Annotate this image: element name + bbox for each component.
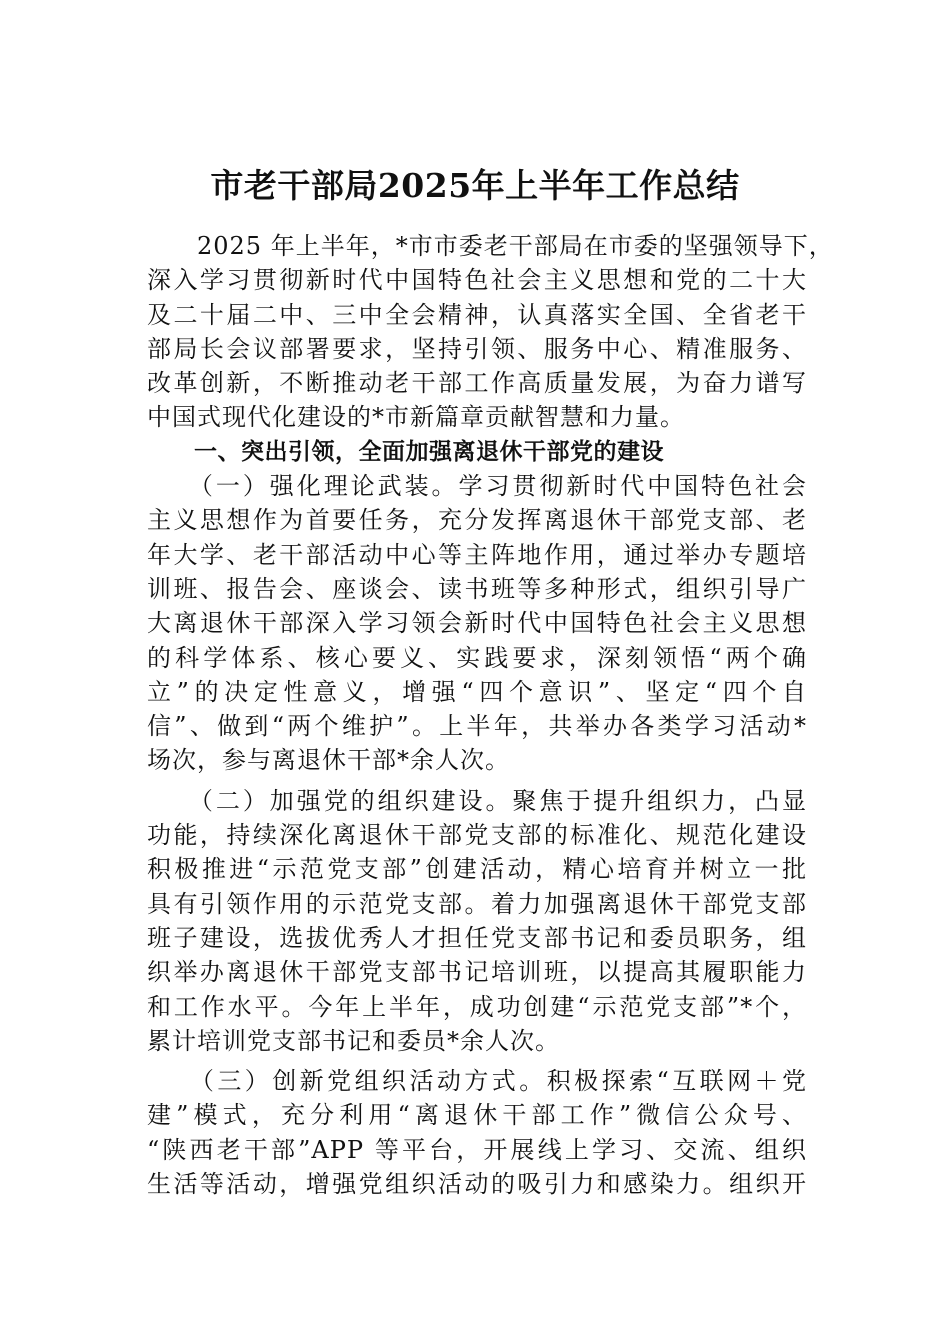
paragraph-line: 场次，参与离退休干部*余人次。 — [147, 746, 510, 775]
document-body — [147, 229, 834, 1201]
paragraph-line: 累计培训党支部书记和委员*余人次。 — [147, 1026, 560, 1055]
paragraph-line: 和工作水平。今年上半年，成功创建“示范党支部”*个， — [147, 992, 807, 1021]
paragraph-line: 中国式现代化建设的*市新篇章贡献智慧和力量。 — [147, 403, 685, 432]
document-title: 市老干部局2025年上半年工作总结 — [210, 166, 740, 205]
paragraph-line: （三）创新党组织活动方式。积极探索“互联网＋党 — [147, 1067, 807, 1096]
paragraph-line: 深入学习贯彻新时代中国特色社会主义思想和党的二十大 — [147, 266, 807, 295]
paragraph-line: 主义思想作为首要任务，充分发挥离退休干部党支部、老 — [147, 506, 807, 535]
paragraph-line: 具有引领作用的示范党支部。着力加强离退休干部党支部 — [147, 889, 807, 918]
paragraph-line: 生活等活动，增强党组织活动的吸引力和感染力。组织开 — [147, 1170, 807, 1199]
paragraph-line: 织举办离退休干部党支部书记培训班，以提高其履职能力 — [147, 958, 807, 987]
paragraph-line: 训班、报告会、座谈会、读书班等多种形式，组织引导广 — [147, 574, 807, 603]
paragraph-line: 改革创新，不断推动老干部工作高质量发展，为奋力谱写 — [147, 369, 807, 398]
paragraph-line: 积极推进“示范党支部”创建活动，精心培育并树立一批 — [147, 855, 807, 884]
paragraph-line: 立”的决定性意义，增强“四个意识”、坚定“四个自 — [147, 677, 807, 706]
paragraph-line: 班子建设，选拔优秀人才担任党支部书记和委员职务，组 — [147, 923, 807, 952]
paragraph-line: 及二十届二中、三中全会精神，认真落实全国、全省老干 — [147, 300, 807, 329]
paragraph-line: “陕西老干部”APP 等平台，开展线上学习、交流、组织 — [147, 1135, 807, 1164]
paragraph-line: 年大学、老干部活动中心等主阵地作用，通过举办专题培 — [147, 540, 807, 569]
paragraph-line: （二）加强党的组织建设。聚焦于提升组织力，凸显 — [147, 786, 807, 815]
paragraph-line: 2025 年上半年，*市市委老干部局在市委的坚强领导下， — [147, 232, 834, 260]
paragraph-line: （一）强化理论武装。学习贯彻新时代中国特色社会 — [147, 472, 807, 501]
paragraph-line: 信”、做到“两个维护”。上半年，共举办各类学习活动* — [147, 712, 807, 741]
paragraph-line: 部局长会议部署要求，坚持引领、服务中心、精准服务、 — [147, 334, 807, 363]
paragraph-line: 的科学体系、核心要义、实践要求，深刻领悟“两个确 — [147, 643, 807, 672]
paragraph-line: 建”模式，充分利用“离退休干部工作”微信公众号、 — [147, 1101, 807, 1130]
section-heading: 一、突出引领，全面加强离退休干部党的建设 — [147, 438, 664, 465]
paragraph-line: 大离退休干部深入学习领会新时代中国特色社会主义思想 — [147, 609, 807, 638]
paragraph-line: 功能，持续深化离退休干部党支部的标准化、规范化建设 — [147, 821, 807, 850]
